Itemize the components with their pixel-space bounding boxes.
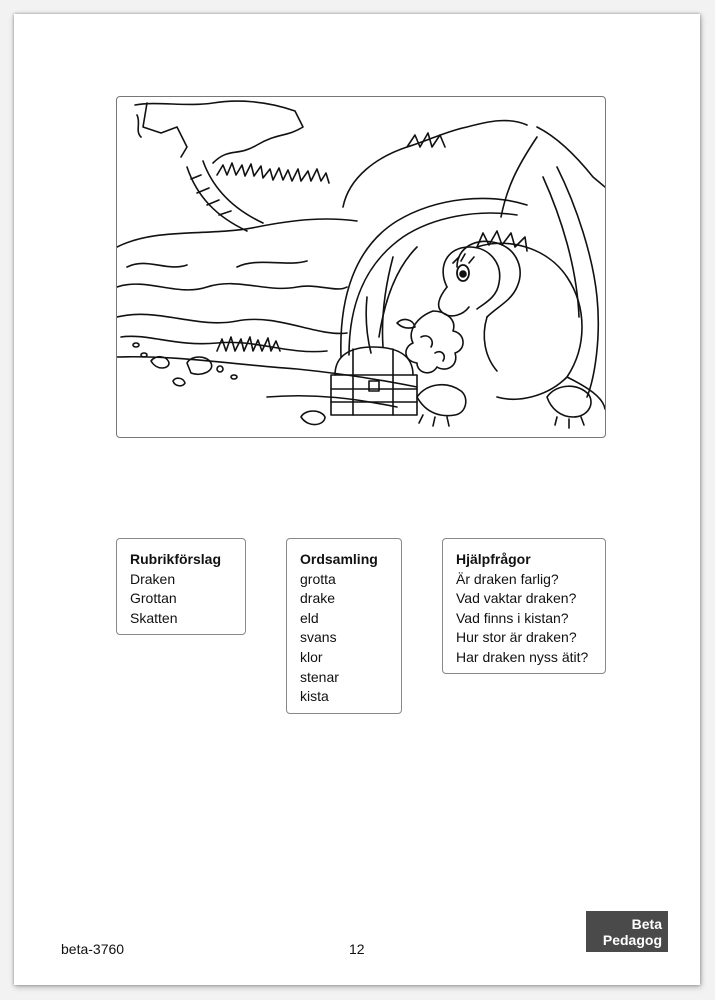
ordsamling-box (286, 538, 402, 714)
rubrik-box (116, 538, 246, 635)
ordsamling-title: Ordsamling (300, 551, 378, 567)
cave-icon (117, 101, 605, 407)
hjalpfragor-item: Vad finns i kistan? (456, 609, 569, 626)
rock-icon (133, 343, 325, 425)
dragon-cave-illustration (116, 96, 606, 438)
ordsamling-item: drake (300, 590, 336, 607)
rubrik-title: Rubrikförslag (130, 551, 222, 567)
worksheet-page (14, 14, 700, 985)
rubrik-item: Grottan (130, 590, 177, 607)
treasure-chest-icon (331, 347, 417, 415)
ordsamling-item: kista (300, 688, 329, 705)
hjalpfragor-item: Är draken farlig? (456, 570, 559, 587)
page-number: 12 (349, 941, 365, 957)
ordsamling-item: klor (300, 648, 323, 665)
logo-line-2: Pedagog (602, 932, 662, 948)
rubrik-item: Skatten (130, 609, 178, 626)
rubrik-item: Draken (130, 570, 176, 587)
hjalpfragor-title: Hjälpfrågor (456, 551, 531, 567)
hjalpfragor-box (442, 538, 606, 674)
beta-pedagog-logo (586, 911, 668, 952)
dragon-icon (417, 231, 605, 428)
product-code: beta-3760 (61, 941, 125, 957)
ordsamling-item: stenar (300, 668, 339, 685)
ordsamling-item: grotta (300, 570, 336, 587)
logo-line-1: Beta (631, 916, 662, 932)
hjalpfragor-item: Har draken nyss ätit? (456, 648, 589, 665)
fire-icon (397, 311, 463, 373)
coloring-drawing (117, 97, 605, 437)
ordsamling-item: eld (300, 609, 319, 626)
ordsamling-item: svans (300, 629, 337, 646)
hjalpfragor-item: Hur stor är draken? (456, 629, 577, 646)
hjalpfragor-item: Vad vaktar draken? (456, 590, 577, 607)
